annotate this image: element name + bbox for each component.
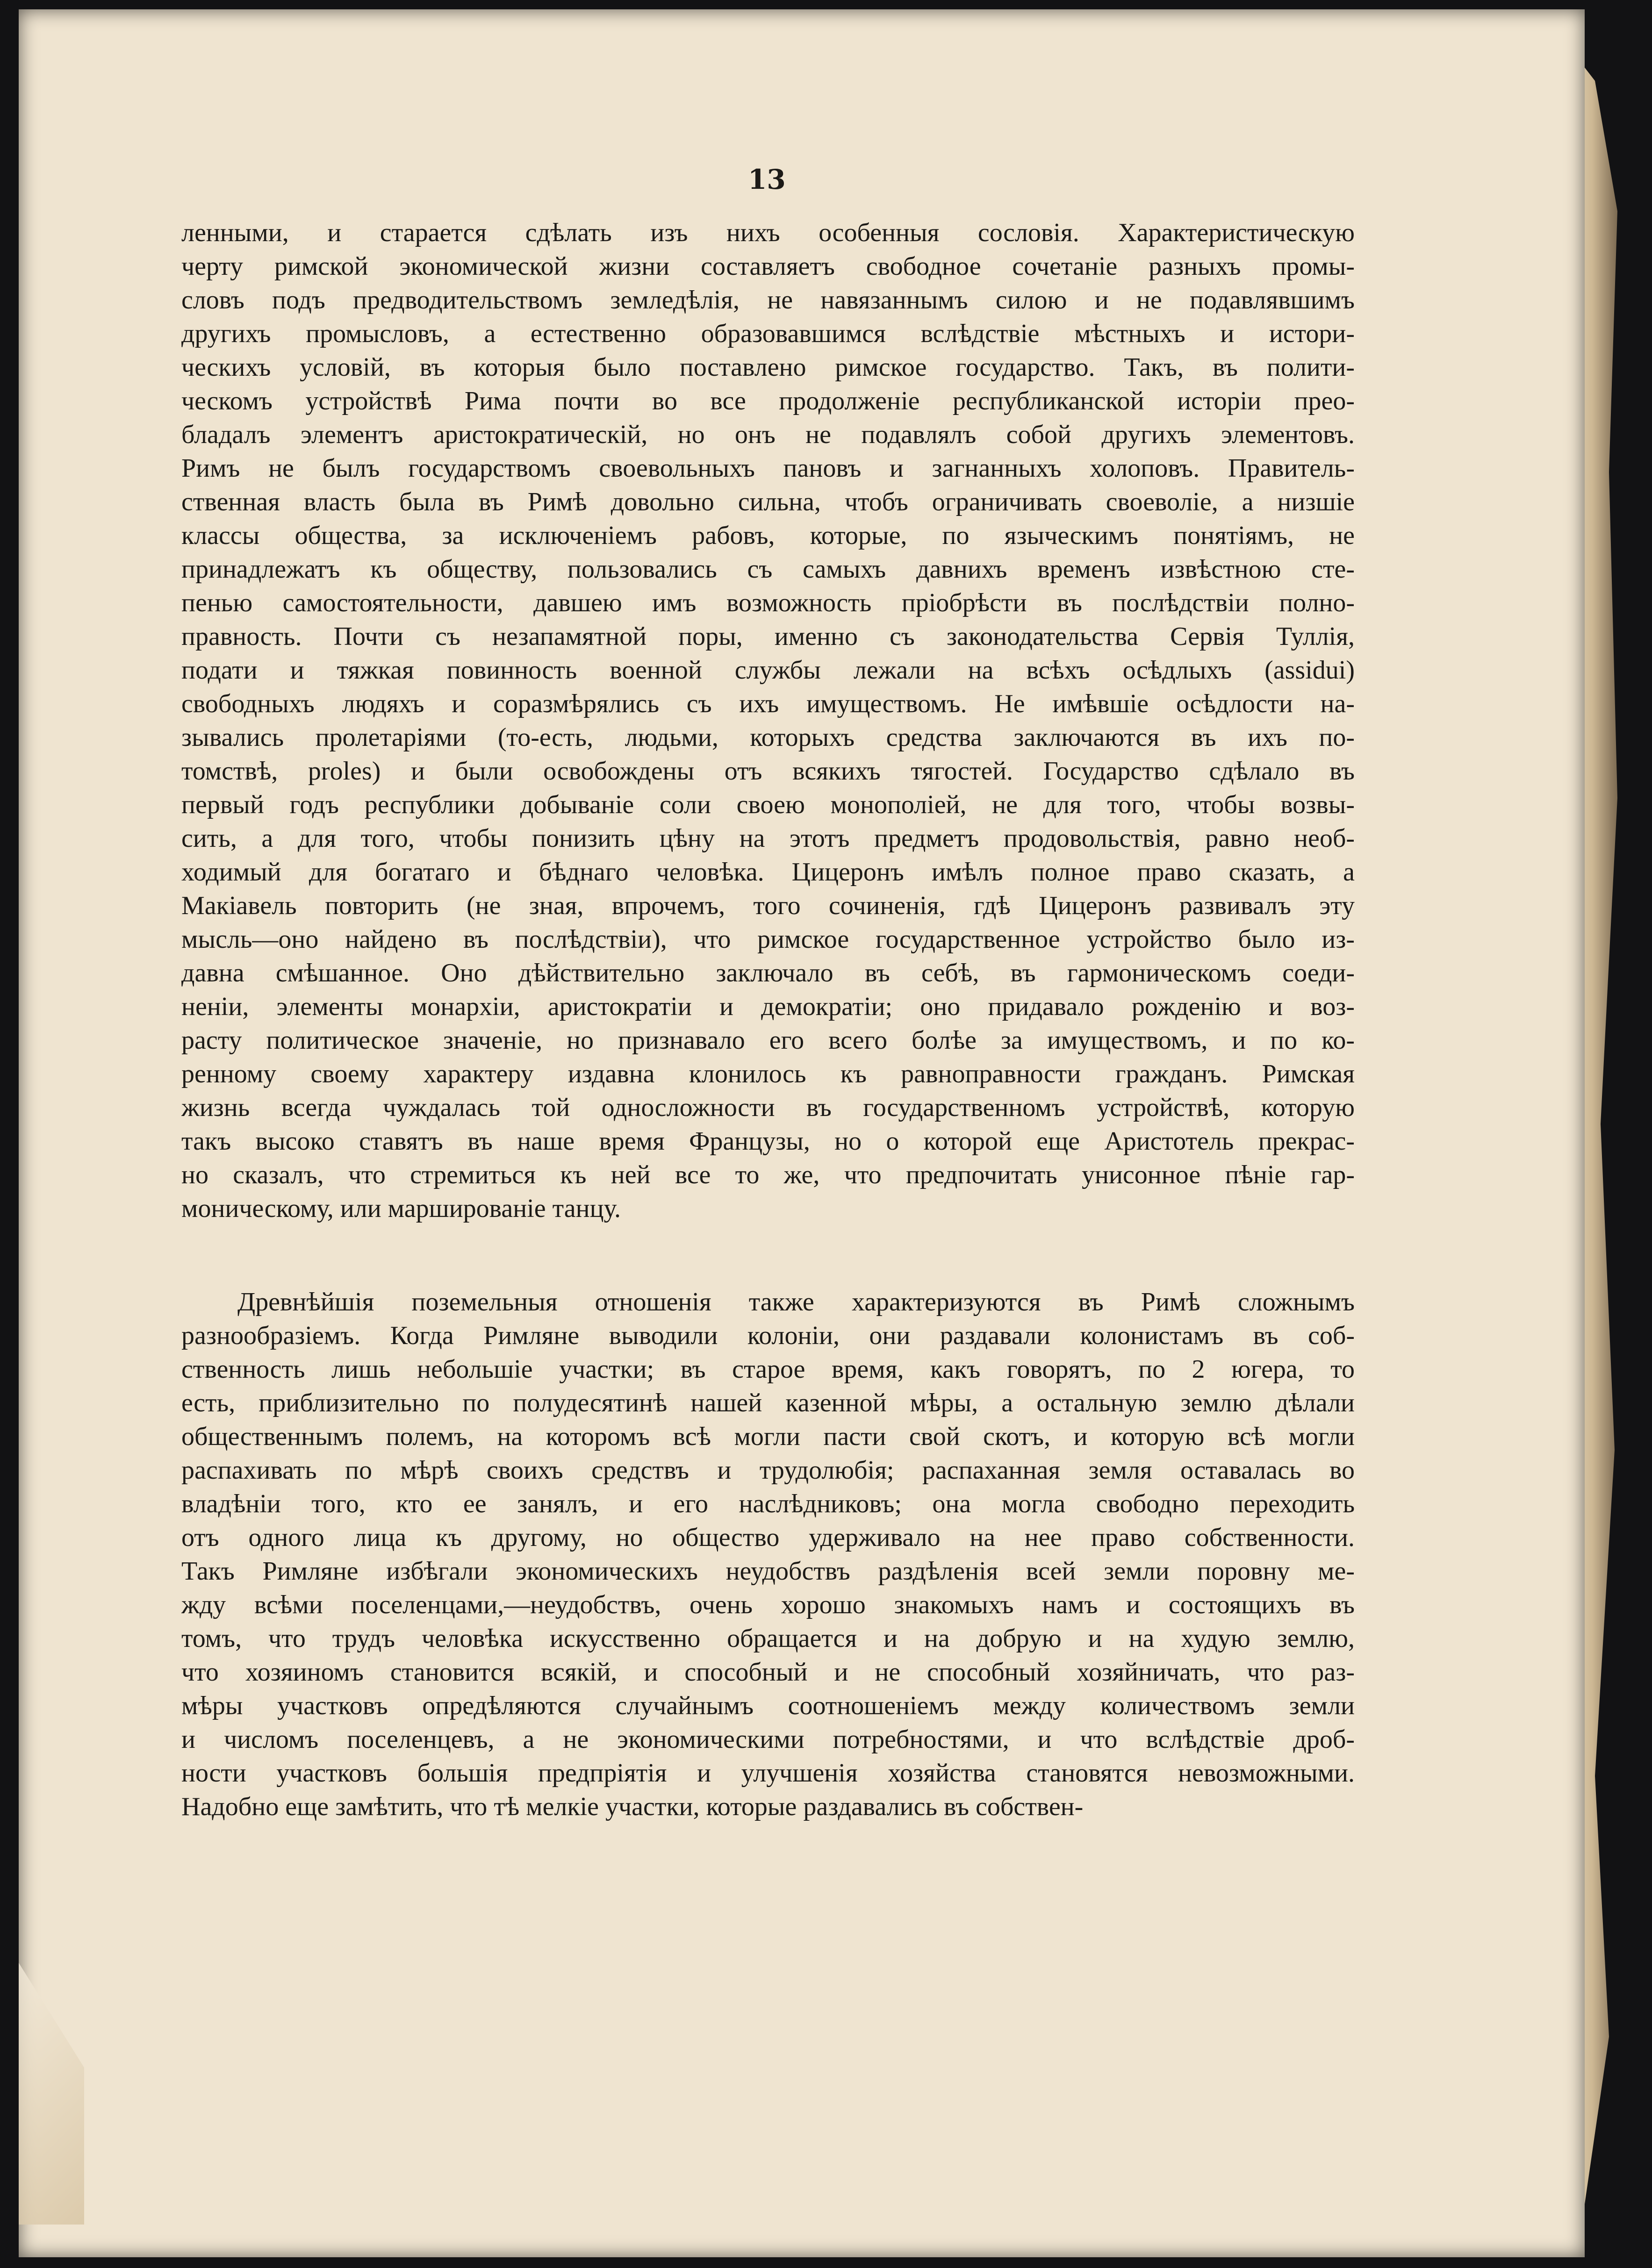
- text-line: такъ высоко ставятъ въ наше время Французы, но о которой еще Аристотель прекрас-: [181, 1127, 1355, 1156]
- text-line: томствѣ, proles) и были освобождены отъ всякихъ тягостей. Государство сдѣлало въ: [181, 757, 1355, 786]
- text-line: общественнымъ полемъ, на которомъ всѣ могли пасти свой скотъ, и которую всѣ могли: [181, 1422, 1355, 1451]
- text-line: ходимый для богатаго и бѣднаго человѣка. Цицеронъ имѣлъ полное право сказать, а: [181, 858, 1355, 887]
- paragraph-2: [181, 1285, 1355, 1824]
- text-line: зывались пролетаріями (то-есть, людьми, которыхъ средства заключаются въ ихъ по-: [181, 723, 1355, 752]
- text-line: давна смѣшанное. Оно дѣйствительно заключало въ себѣ, въ гармоническомъ соеди-: [181, 959, 1355, 987]
- text-line: неніи, элементы монархіи, аристократіи и демократіи; оно придавало рожденію и воз-: [181, 992, 1355, 1021]
- text-line: жду всѣми поселенцами,—неудобствъ, очень хорошо знакомыхъ намъ и состоящихъ въ: [181, 1590, 1355, 1619]
- text-line: и числомъ поселенцевъ, а не экономическими потребностями, и что вслѣдствіе дроб-: [181, 1725, 1355, 1754]
- text-line: другихъ промысловъ, а естественно образовавшимся вслѣдствіе мѣстныхъ и истори-: [181, 319, 1355, 348]
- text-line: ческихъ условій, въ которыя было поставлено римское государство. Такъ, въ полити-: [181, 353, 1355, 382]
- text-line: моническому, или маршированіе танцу.: [181, 1194, 621, 1223]
- text-line: сить, а для того, чтобы понизить цѣну на этотъ предметъ продовольствія, равно необ-: [181, 824, 1355, 853]
- text-line: но сказалъ, что стремиться къ ней все то же, что предпочитать унисонное пѣніе гар-: [181, 1160, 1355, 1189]
- text-line: ственная власть была въ Римѣ довольно сильна, чтобъ ограничивать своеволіе, а низшіе: [181, 487, 1355, 516]
- text-line: бладалъ элементъ аристократическій, но онъ не подавлялъ собой другихъ элементовъ.: [181, 420, 1355, 449]
- paragraph-1: [181, 216, 1355, 1225]
- text-line: есть, приблизительно по полудесятинѣ нашей казенной мѣры, а остальную землю дѣлали: [181, 1388, 1355, 1417]
- text-line: классы общества, за исключеніемъ рабовъ, которые, по языческимъ понятіямъ, не: [181, 521, 1355, 550]
- paragraph-gap: [181, 1225, 1355, 1285]
- text-line: Макіавель повторить (не зная, впрочемъ, того сочиненія, гдѣ Цицеронъ развивалъ эту: [181, 891, 1355, 920]
- text-line: Надобно еще замѣтить, что тѣ мелкіе участки, которые раздавались въ собствен-: [181, 1792, 1084, 1821]
- text-line: Римъ не былъ государствомъ своевольныхъ пановъ и загнанныхъ холоповъ. Правитель-: [181, 454, 1355, 483]
- text-line: подати и тяжкая повинность военной службы лежали на всѣхъ осѣдлыхъ (assidui): [181, 656, 1355, 685]
- text-line: первый годъ республики добываніе соли своею монополіей, не для того, чтобы возвы-: [181, 790, 1355, 819]
- text-line: черту римской экономической жизни составляетъ свободное сочетаніе разныхъ промы-: [181, 252, 1355, 281]
- text-line: правность. Почти съ незапамятной поры, именно съ законодательства Сервія Туллія,: [181, 622, 1355, 651]
- text-line: что хозяиномъ становится всякій, и способный и не способный хозяйничать, что раз-: [181, 1658, 1355, 1687]
- text-line: мысль—оно найдено въ послѣдствіи), что римское государственное устройство было из-: [181, 925, 1355, 954]
- text-line: свободныхъ людяхъ и соразмѣрялись съ ихъ имуществомъ. Не имѣвшіе осѣдлости на-: [181, 689, 1355, 718]
- page-body-text: [181, 216, 1355, 1824]
- text-line: владѣніи того, кто ее занялъ, и его наслѣдниковъ; она могла свободно переходить: [181, 1489, 1355, 1518]
- text-line: мѣры участковъ опредѣляются случайнымъ соотношеніемъ между количествомъ земли: [181, 1691, 1355, 1720]
- text-line: ности участковъ большія предпріятія и улучшенія хозяйства становятся невозможными.: [181, 1759, 1355, 1788]
- text-line: ственность лишь небольшіе участки; въ старое время, какъ говорятъ, по 2 югера, то: [181, 1355, 1355, 1384]
- text-line: распахивать по мѣрѣ своихъ средствъ и трудолюбія; распаханная земля оставалась во: [181, 1456, 1355, 1485]
- text-line: ленными, и старается сдѣлать изъ нихъ особенныя сословія. Характеристическую: [181, 218, 1355, 247]
- text-line: разнообразіемъ. Когда Римляне выводили колоніи, они раздавали колонистамъ въ соб-: [181, 1321, 1355, 1350]
- text-line: отъ одного лица къ другому, но общество удерживало на нее право собственности.: [181, 1523, 1355, 1552]
- text-line: словъ подъ предводительствомъ земледѣлія, не навязаннымъ силою и не подавлявшимъ: [181, 286, 1355, 315]
- text-line: жизнь всегда чуждалась той односложности въ государственномъ устройствѣ, которую: [181, 1093, 1355, 1122]
- text-line: ренному своему характеру издавна клонилось къ равноправности гражданъ. Римская: [181, 1059, 1355, 1088]
- text-line: расту политическое значеніе, но признавало его всего болѣе за имуществомъ, и по ко-: [181, 1026, 1355, 1055]
- text-line: томъ, что трудъ человѣка искусственно обращается и на добрую и на худую землю,: [181, 1624, 1355, 1653]
- text-line: пенью самостоятельности, давшею имъ возможность пріобрѣсти въ послѣдствіи полно-: [181, 588, 1355, 617]
- text-line: принадлежатъ къ обществу, пользовались съ самыхъ давнихъ временъ извѣстною сте-: [181, 555, 1355, 584]
- text-line: ческомъ устройствѣ Рима почти во все продолженіе республиканской исторіи прео-: [181, 386, 1355, 415]
- page-number: 13: [748, 164, 786, 195]
- text-line: Древнѣйшія поземельныя отношенія также характеризуются въ Римѣ сложнымъ: [237, 1288, 1355, 1316]
- text-line: Такъ Римляне избѣгали экономическихъ неудобствъ раздѣленія всей земли поровну ме-: [181, 1557, 1355, 1586]
